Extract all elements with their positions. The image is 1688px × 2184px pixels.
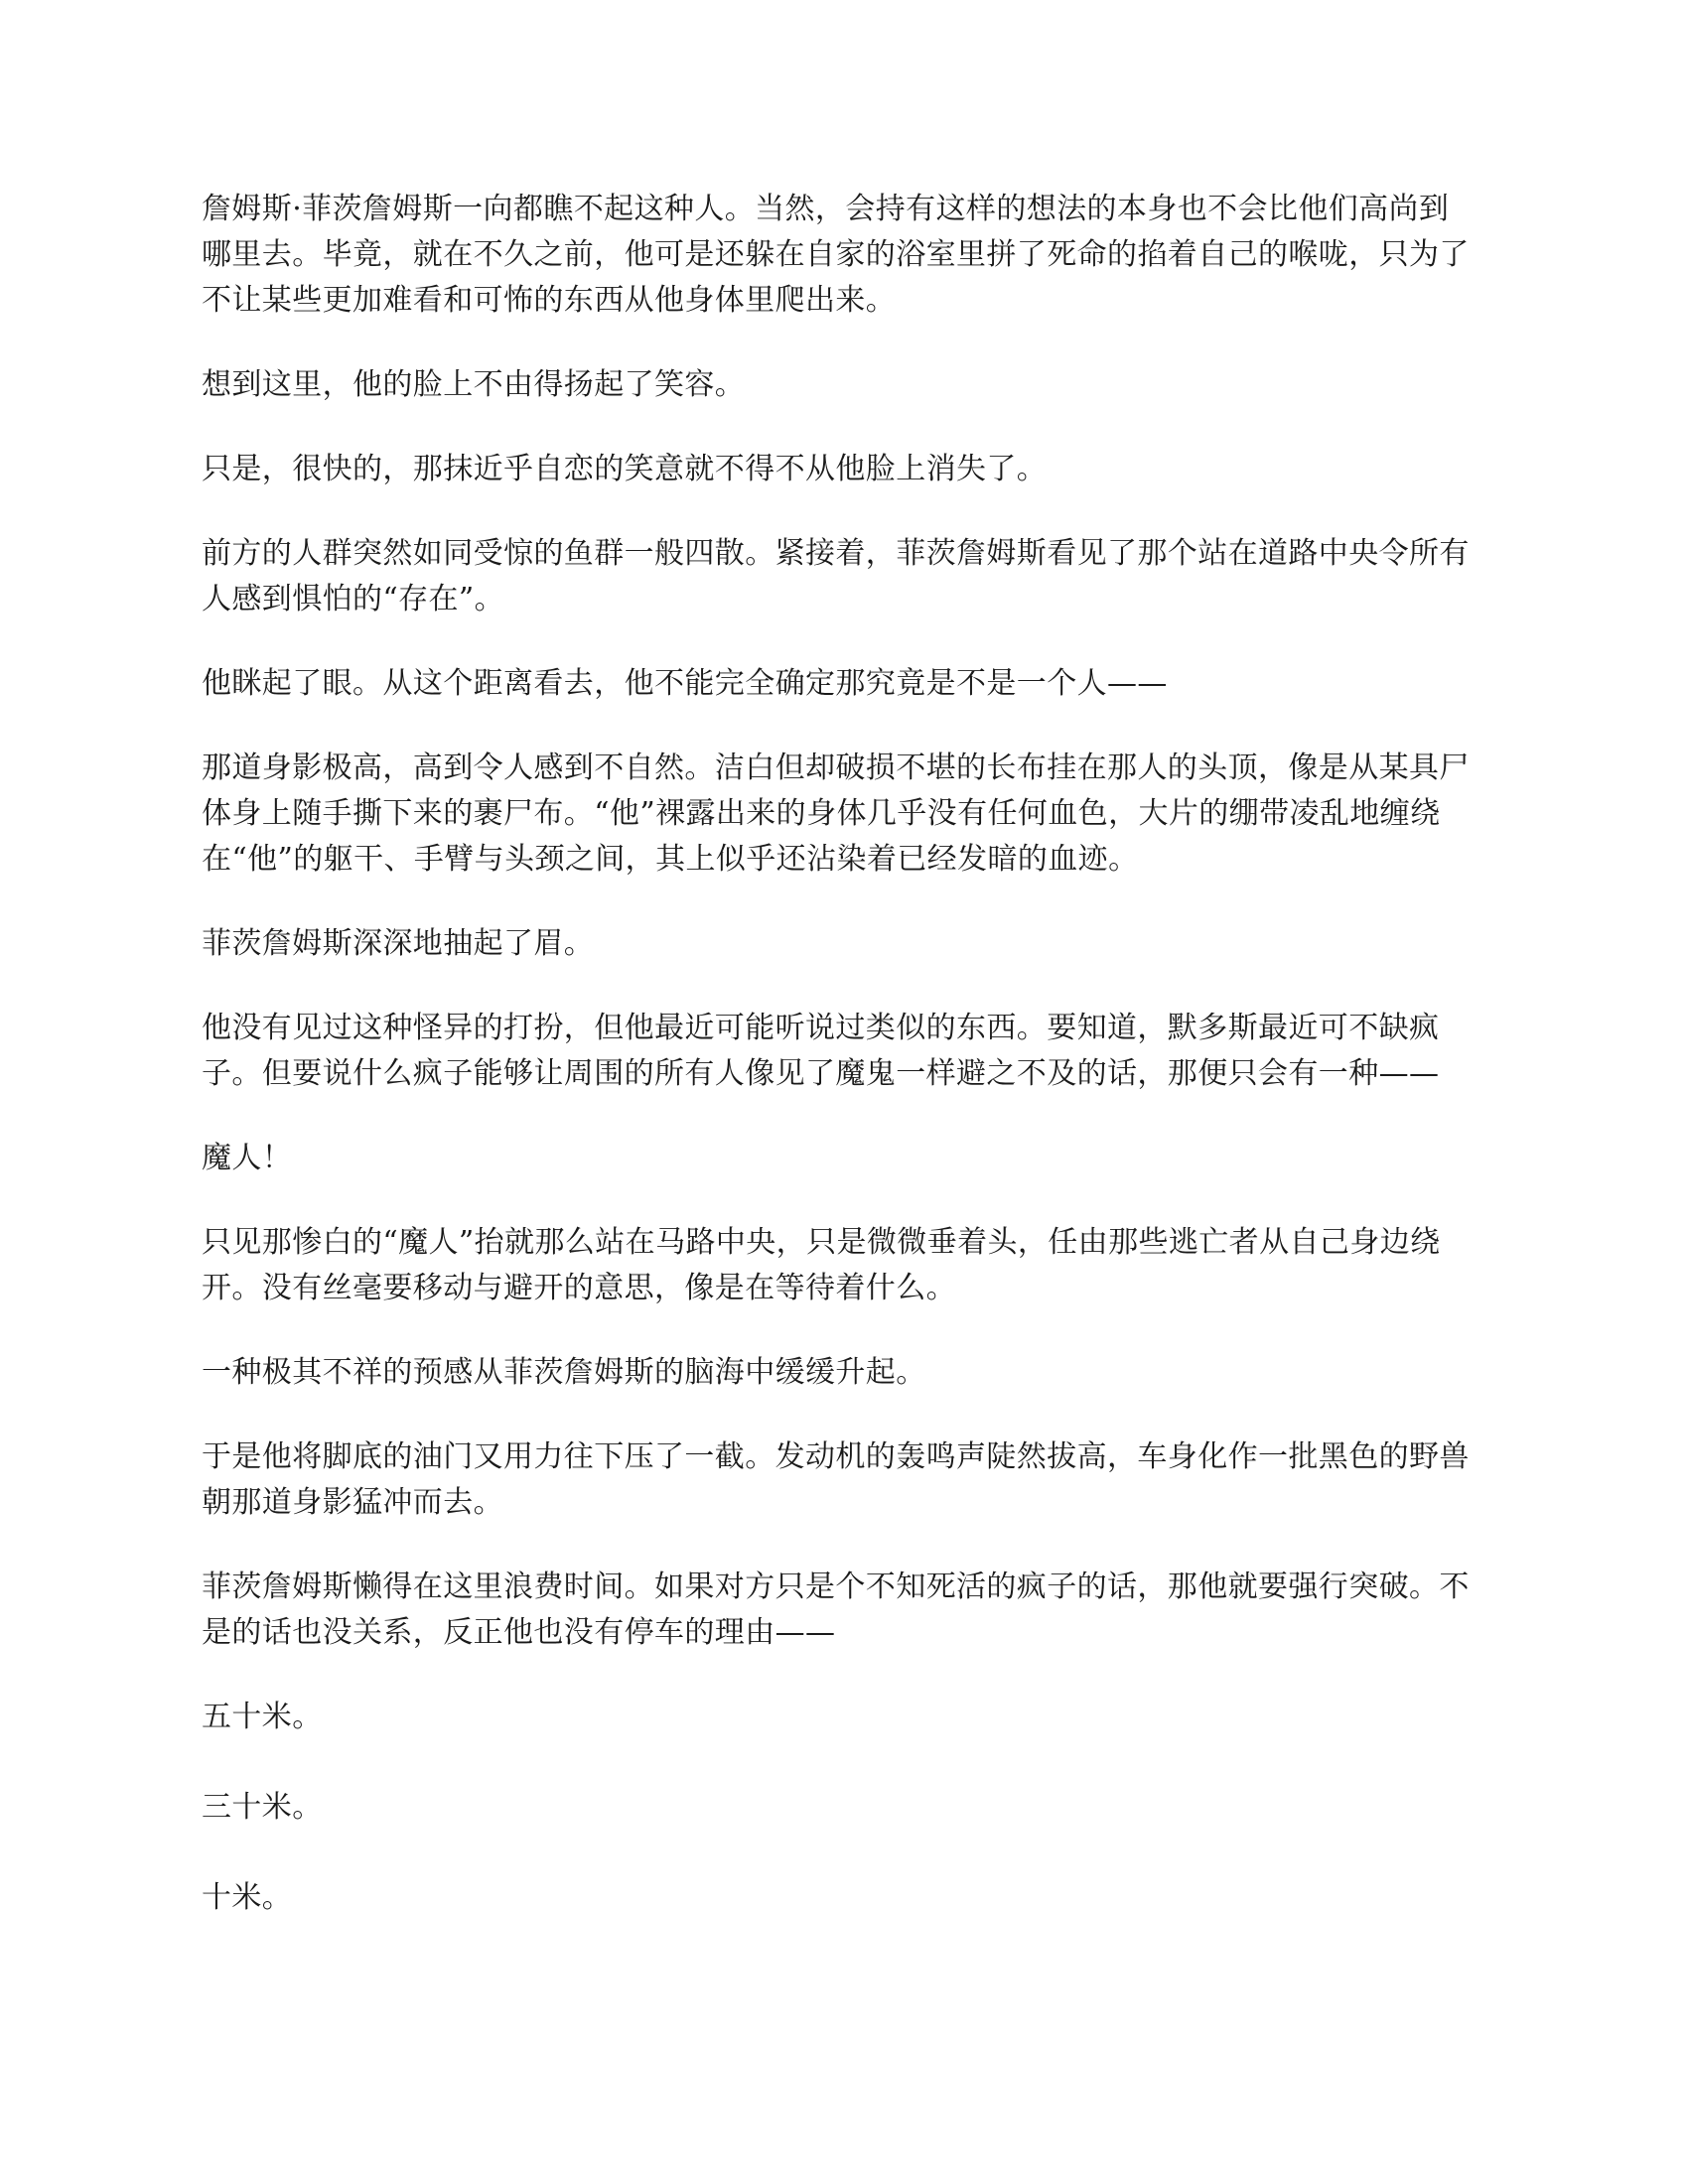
text-line: 开。没有丝毫要移动与避开的意思，像是在等待着什么。 bbox=[202, 1271, 956, 1305]
text-line: 三十米。 bbox=[202, 1790, 323, 1825]
text-line: 魔人！ bbox=[202, 1141, 293, 1175]
paragraph bbox=[202, 1785, 1492, 1831]
text-line: 詹姆斯·菲茨詹姆斯一向都瞧不起这种人。当然，会持有这样的想法的本身也不会比他们高尚到 bbox=[202, 192, 1450, 226]
paragraph bbox=[202, 362, 1492, 408]
paragraph bbox=[202, 1695, 1492, 1740]
paragraph bbox=[202, 1875, 1492, 1921]
text-line: 他眯起了眼。从这个距离看去，他不能完全确定那究竟是不是一个人—— bbox=[202, 666, 1168, 701]
text-line: 想到这里，他的脸上不由得扬起了笑容。 bbox=[202, 367, 746, 402]
paragraph bbox=[202, 1565, 1492, 1656]
text-line: 子。但要说什么疯子能够让周围的所有人像见了魔鬼一样避之不及的话，那便只会有一种—— bbox=[202, 1056, 1440, 1091]
text-line: 一种极其不祥的预感从菲茨詹姆斯的脑海中缓缓升起。 bbox=[202, 1355, 926, 1390]
text-line: 朝那道身影猛冲而去。 bbox=[202, 1485, 503, 1520]
text-line: 人感到惧怕的“存在”。 bbox=[202, 582, 505, 616]
text-line: 菲茨詹姆斯深深地抽起了眉。 bbox=[202, 926, 595, 961]
text-line: 在“他”的躯干、手臂与头颈之间，其上似乎还沾染着已经发暗的血迹。 bbox=[202, 842, 1139, 877]
text-line: 体身上随手撕下来的裹尸布。“他”裸露出来的身体几乎没有任何血色，大片的绷带凌乱地缠绕 bbox=[202, 796, 1441, 831]
paragraph bbox=[202, 1136, 1492, 1181]
text-line: 于是他将脚底的油门又用力往下压了一截。发动机的轰鸣声陡然拔高，车身化作一批黑色的野兽 bbox=[202, 1439, 1470, 1474]
paragraph bbox=[202, 1220, 1492, 1311]
text-line: 五十米。 bbox=[202, 1700, 323, 1734]
paragraph bbox=[202, 746, 1492, 883]
text-line: 十米。 bbox=[202, 1880, 293, 1915]
paragraph bbox=[202, 531, 1492, 622]
paragraph bbox=[202, 1434, 1492, 1526]
text-line: 只是，很快的，那抹近乎自恋的笑意就不得不从他脸上消失了。 bbox=[202, 452, 1048, 486]
paragraph bbox=[202, 187, 1492, 324]
paragraph bbox=[202, 447, 1492, 492]
paragraph bbox=[202, 1006, 1492, 1097]
text-line: 前方的人群突然如同受惊的鱼群一般四散。紧接着，菲茨詹姆斯看见了那个站在道路中央令所有 bbox=[202, 536, 1470, 571]
text-line: 那道身影极高，高到令人感到不自然。洁白但却破损不堪的长布挂在那人的头顶，像是从某具尸 bbox=[202, 751, 1470, 785]
paragraph bbox=[202, 1350, 1492, 1396]
text-line: 他没有见过这种怪异的打扮，但他最近可能听说过类似的东西。要知道，默多斯最近可不缺疯 bbox=[202, 1011, 1440, 1045]
text-line: 只见那惨白的“魔人”抬就那么站在马路中央，只是微微垂着头，任由那些逃亡者从自己身边绕 bbox=[202, 1225, 1441, 1260]
document-body bbox=[202, 187, 1492, 1966]
text-line: 哪里去。毕竟，就在不久之前，他可是还躲在自家的浴室里拼了死命的掐着自己的喉咙，只为了 bbox=[202, 237, 1470, 272]
text-line: 菲茨詹姆斯懒得在这里浪费时间。如果对方只是个不知死活的疯子的话，那他就要强行突破。不 bbox=[202, 1570, 1470, 1604]
paragraph bbox=[202, 661, 1492, 707]
paragraph bbox=[202, 921, 1492, 967]
text-line: 是的话也没关系，反正他也没有停车的理由—— bbox=[202, 1615, 836, 1650]
text-line: 不让某些更加难看和可怖的东西从他身体里爬出来。 bbox=[202, 283, 897, 318]
